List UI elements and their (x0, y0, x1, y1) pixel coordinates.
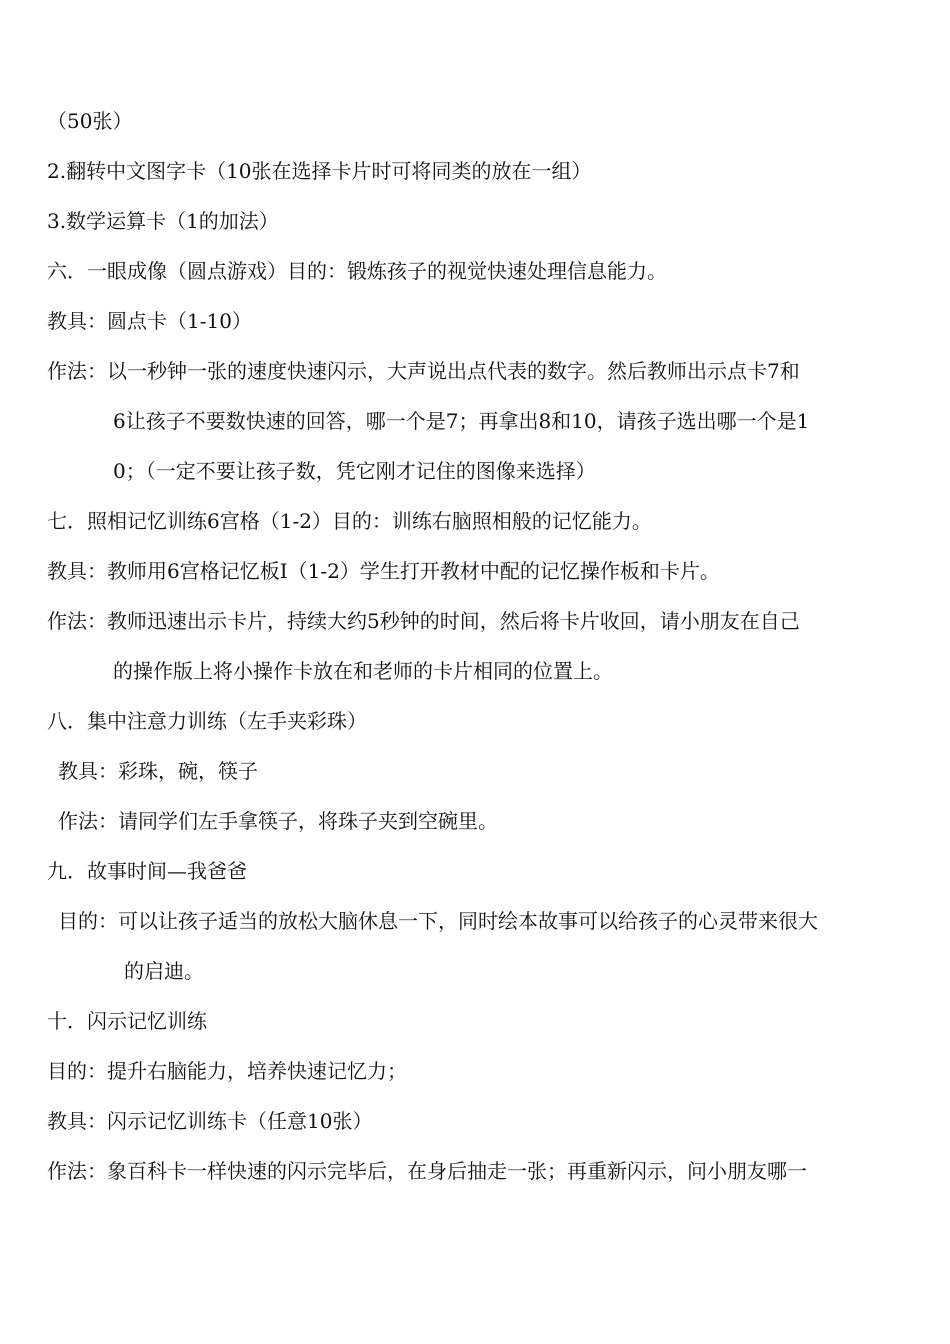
text-line: （50张） (47, 109, 133, 133)
text-line: 作法：以一秒钟一张的速度快速闪示，大声说出点代表的数字。然后教师出示点卡7和 (47, 359, 800, 383)
text-line: 的启迪。 (124, 959, 204, 983)
text-line: 6让孩子不要数快速的回答，哪一个是7；再拿出8和10，请孩子选出哪一个是1 (113, 409, 810, 433)
text-line: 教具：彩珠，碗，筷子 (58, 759, 258, 783)
text-line: 3.数学运算卡（1的加法） (47, 209, 279, 233)
text-line: 教具：闪示记忆训练卡（任意10张） (47, 1109, 373, 1133)
section-heading: 十．闪示记忆训练 (47, 1009, 207, 1033)
section-heading: 八．集中注意力训练（左手夹彩珠） (47, 709, 367, 733)
section-heading: 六．一眼成像（圆点游戏）目的：锻炼孩子的视觉快速处理信息能力。 (47, 259, 667, 283)
section-heading: 七．照相记忆训练6宫格（1-2）目的：训练右脑照相般的记忆能力。 (47, 509, 652, 533)
text-line: 作法：象百科卡一样快速的闪示完毕后，在身后抽走一张；再重新闪示，问小朋友哪一 (47, 1159, 807, 1183)
text-line: 教具：教师用6宫格记忆板Ⅰ（1-2）学生打开教材中配的记忆操作板和卡片。 (47, 559, 720, 583)
text-line: 作法：请同学们左手拿筷子，将珠子夹到空碗里。 (58, 809, 498, 833)
text-line: 的操作版上将小操作卡放在和老师的卡片相同的位置上。 (113, 659, 613, 683)
section-heading: 九．故事时间—我爸爸 (47, 859, 247, 883)
text-line: 目的：可以让孩子适当的放松大脑休息一下，同时绘本故事可以给孩子的心灵带来很大 (58, 909, 818, 933)
text-line: 0；（一定不要让孩子数，凭它刚才记住的图像来选择） (113, 459, 596, 483)
text-line: 教具：圆点卡（1-10） (47, 309, 252, 333)
text-line: 作法：教师迅速出示卡片，持续大约5秒钟的时间，然后将卡片收回，请小朋友在自己 (47, 609, 800, 633)
text-line: 目的：提升右脑能力，培养快速记忆力； (47, 1059, 407, 1083)
text-line: 2.翻转中文图字卡（10张在选择卡片时可将同类的放在一组） (47, 159, 592, 183)
